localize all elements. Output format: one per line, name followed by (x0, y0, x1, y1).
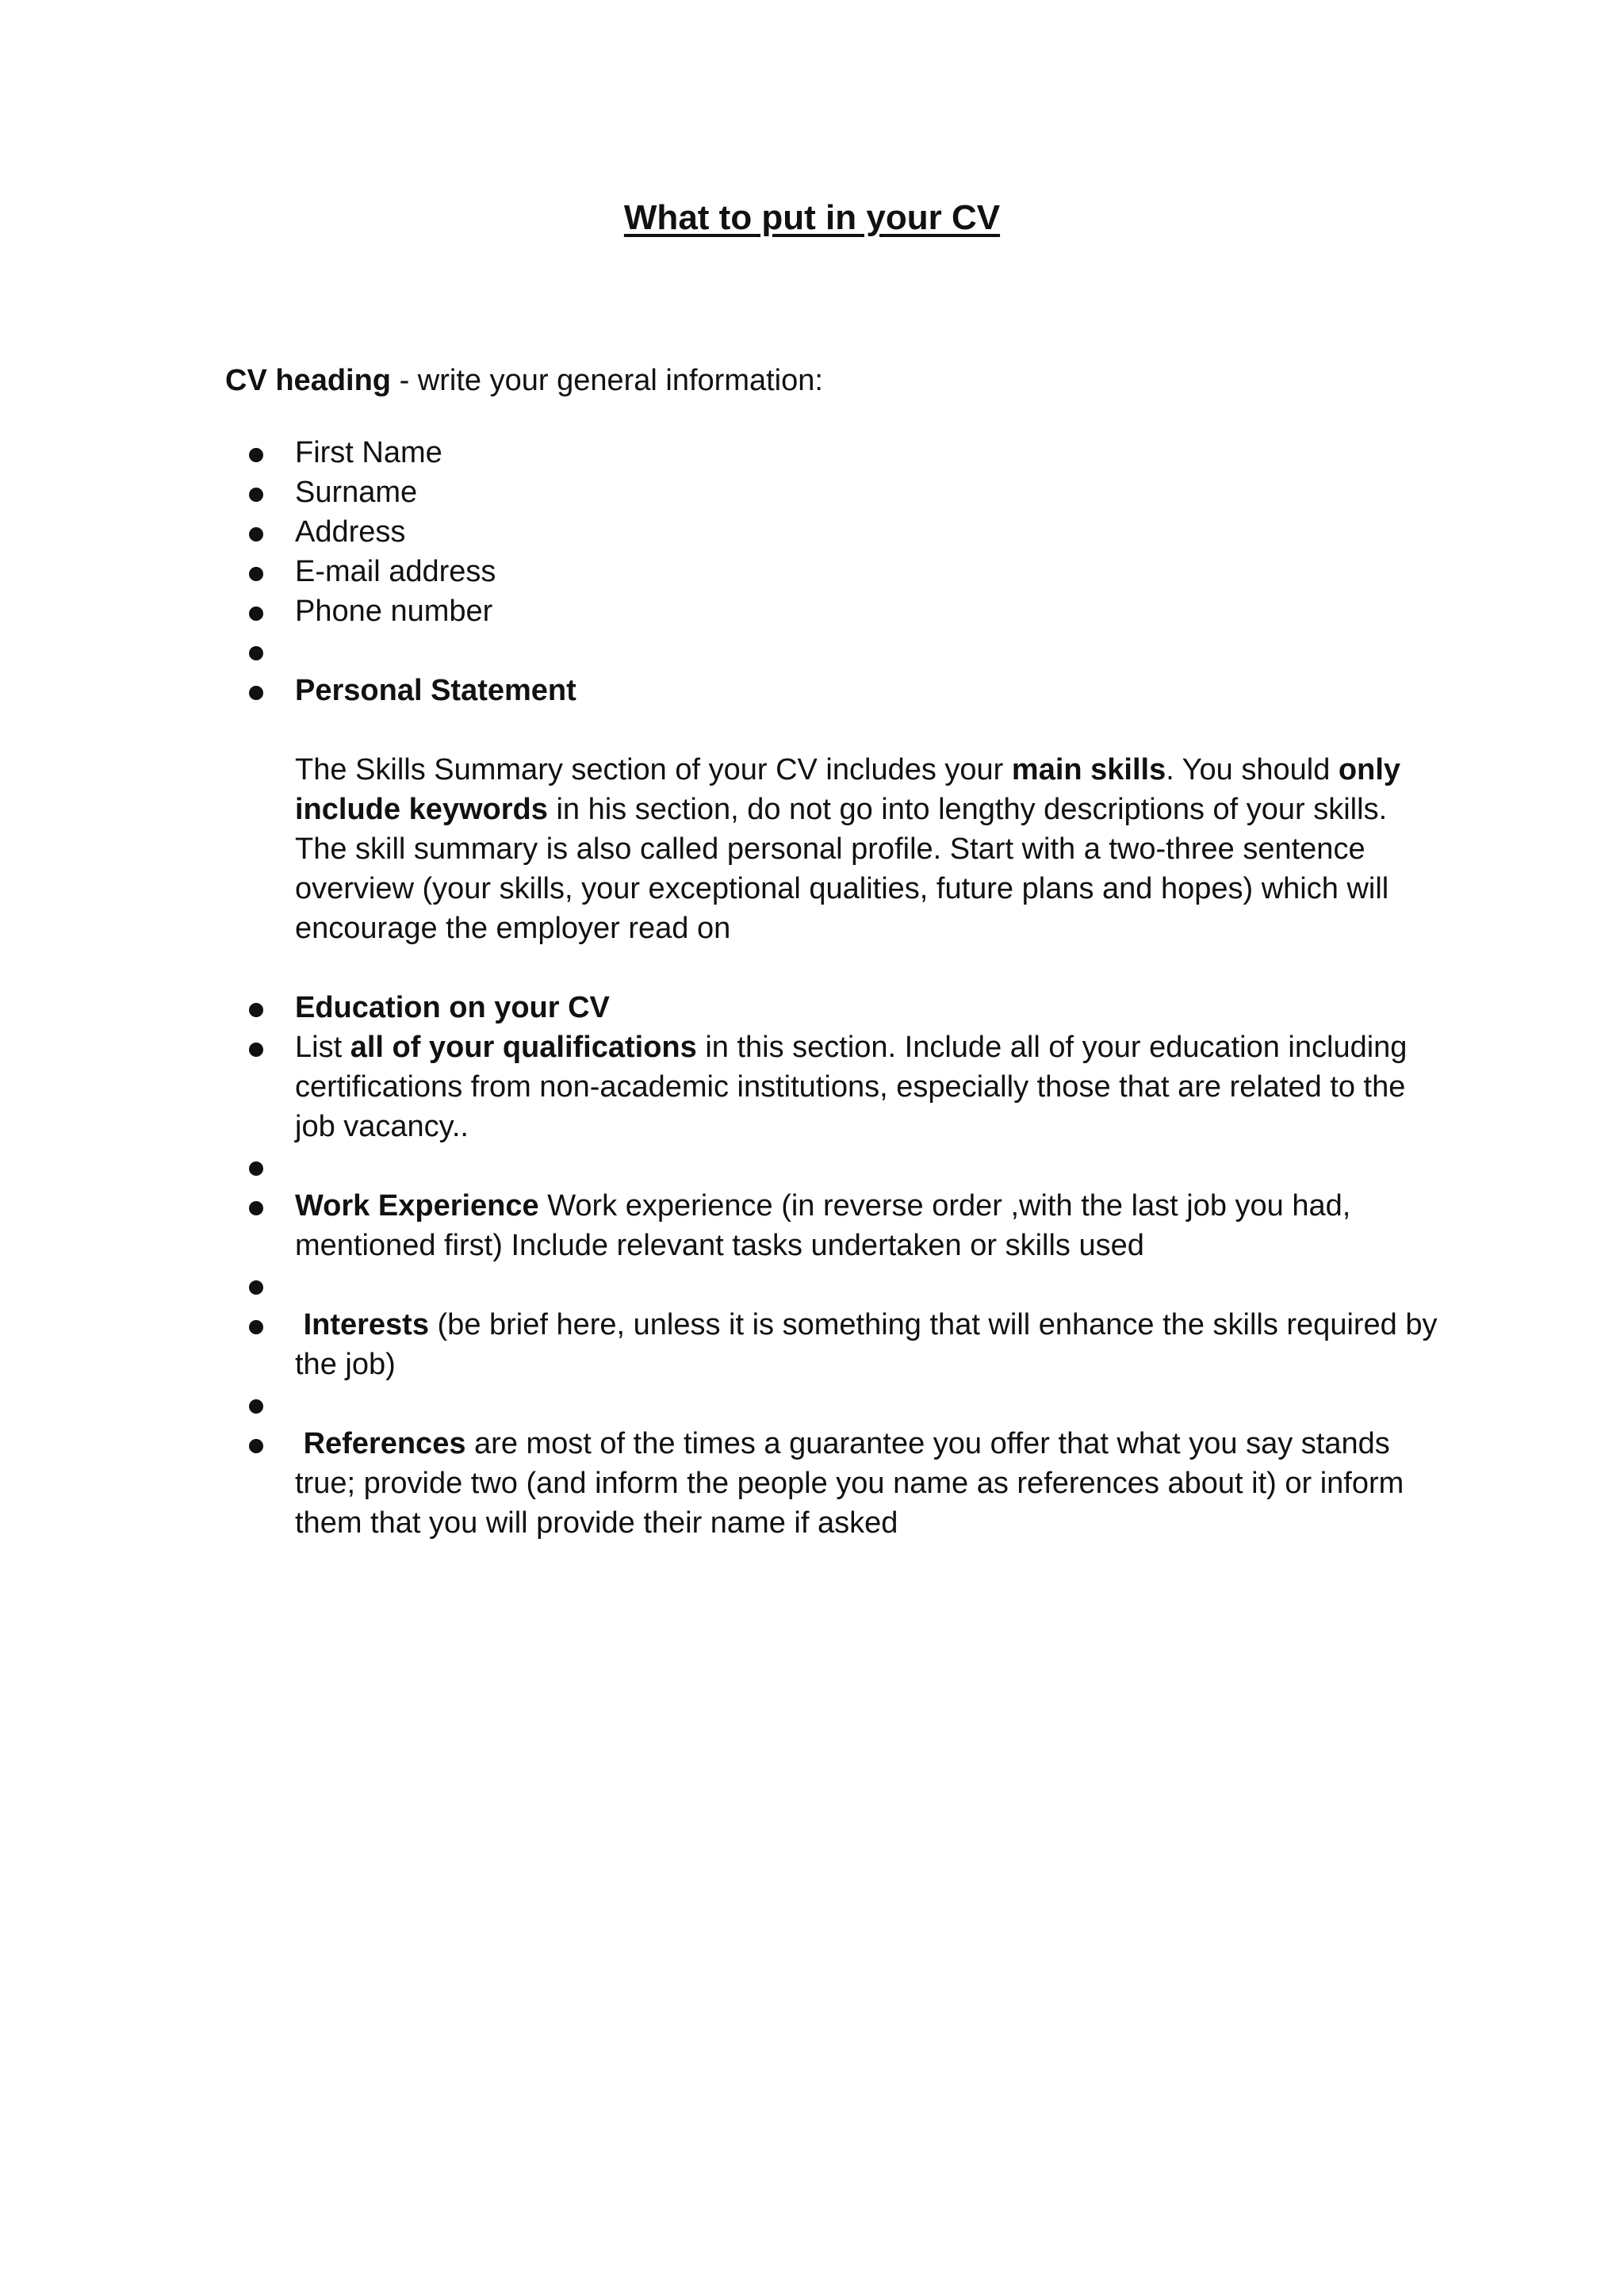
bullet-icon (249, 686, 263, 700)
interests-heading: Interests (303, 1308, 429, 1341)
bullet-icon (249, 646, 263, 660)
personal-statement-heading: Personal Statement (295, 674, 576, 707)
bullet-icon (249, 1399, 263, 1414)
cv-heading-intro (225, 355, 823, 406)
work-experience-text: Work experience (in reverse order ,with the last job you had, mentioned first) Include relevant tasks undertaken or skills used (295, 1189, 1351, 1262)
bullet-icon (249, 1439, 263, 1453)
education-text-1: List (295, 1031, 350, 1064)
list-item (0, 591, 1624, 631)
bullet-icon (249, 1280, 263, 1295)
references-text: are most of the times a guarantee you offer that what you say stands true; provide two (and inform the people you name as references about it) or inform them that you will provide their name if asked (295, 1427, 1404, 1540)
heading-item-address: Address (295, 515, 406, 549)
bullet-icon (249, 527, 263, 541)
personal-statement-bold-2: only include keywords (295, 753, 1401, 826)
empty-list-item (0, 631, 1624, 671)
bullet-icon (249, 488, 263, 502)
list-item (0, 1424, 1624, 1543)
heading-item-email: E-mail address (295, 555, 496, 588)
personal-statement-text-1: The Skills Summary section of your CV includes your (295, 753, 1012, 786)
list-item (0, 433, 1624, 473)
empty-list-item (0, 1265, 1624, 1305)
list-item (0, 473, 1624, 512)
list-item (0, 1186, 1624, 1265)
heading-item-first-name: First Name (295, 436, 442, 469)
education-text-2: in this section. Include all of your education including certifications from non-academic institutions, especially those that are related to the job vacancy.. (295, 1031, 1408, 1143)
list-item (0, 512, 1624, 552)
education-bold: all of your qualifications (350, 1031, 697, 1064)
list-item (0, 988, 1624, 1027)
bullet-icon (249, 1003, 263, 1017)
heading-item-surname: Surname (295, 476, 418, 509)
empty-list-item (0, 1384, 1624, 1424)
work-experience-heading: Work Experience (295, 1189, 539, 1223)
personal-statement-bold-1: main skills (1011, 753, 1166, 786)
cv-heading-label: CV heading (225, 364, 392, 397)
interests-paragraph (295, 1305, 1445, 1384)
references-heading: References (303, 1427, 466, 1460)
bullet-icon (249, 607, 263, 621)
education-paragraph (295, 1027, 1445, 1146)
empty-list-item (0, 1146, 1624, 1186)
bullet-icon (249, 448, 263, 462)
list-item (0, 552, 1624, 591)
list-item (0, 671, 1624, 710)
personal-statement-paragraph (295, 750, 1445, 948)
personal-statement-text-2: . You should (1166, 753, 1339, 786)
references-paragraph (295, 1424, 1445, 1543)
bullet-icon (249, 1043, 263, 1057)
education-heading: Education on your CV (295, 991, 610, 1024)
bullet-icon (249, 1320, 263, 1334)
list-item (0, 1305, 1624, 1384)
personal-statement-text-3: in his section, do not go into lengthy descriptions of your skills. The skill summary is also called personal profile. Start with a two-three sentence overview (your skills, your exceptional qualities, future plans and hopes) which will encourage the employer read on (295, 793, 1389, 945)
bullet-icon (249, 567, 263, 581)
interests-text: (be brief here, unless it is something that will enhance the skills required by the job) (295, 1308, 1438, 1381)
work-experience-paragraph (295, 1186, 1445, 1265)
heading-item-phone: Phone number (295, 595, 493, 628)
page-title: What to put in your CV (623, 198, 1001, 237)
cv-heading-description: - write your general information: (391, 364, 823, 397)
bullet-icon (249, 1161, 263, 1176)
bullet-icon (249, 1201, 263, 1215)
cv-sections-list (0, 433, 1624, 1543)
list-item (0, 1027, 1624, 1146)
